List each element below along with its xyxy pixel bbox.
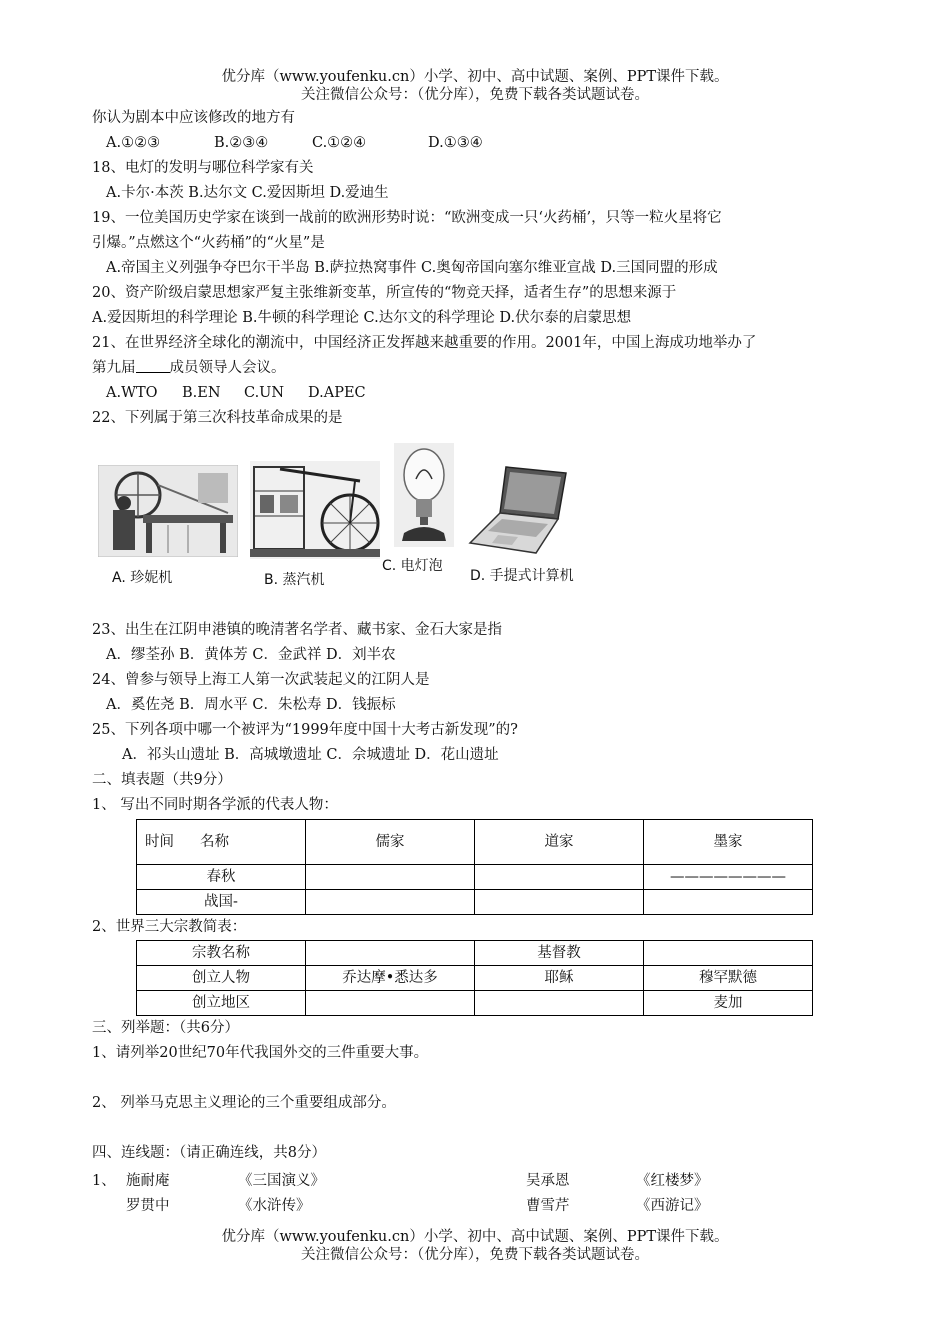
q21-option-b: B.EN: [182, 385, 221, 401]
cell-dash: ————————: [644, 865, 813, 890]
row-period-spring-autumn: 春秋: [137, 865, 306, 890]
q21-option-a: A.WTO: [106, 385, 158, 401]
steam-engine-image: [250, 461, 380, 559]
exam-content: [92, 106, 872, 1216]
cell-answer: [475, 991, 644, 1016]
q20-options: A.爱因斯坦的科学理论 B.牛顿的科学理论 C.达尔文的科学理论 D.伏尔泰的启蒙思想: [92, 310, 632, 326]
schools-table-corner: [137, 820, 306, 865]
footer-line-2: 关注微信公众号：（优分库），免费下载各类试题试卷。: [301, 1247, 649, 1263]
caption-a: A. 珍妮机: [112, 570, 173, 586]
q21-option-d: D.APEC: [308, 385, 366, 401]
q23-options: A．缪荃孙 B．黄体芳 C．金武祥 D．刘半农: [106, 647, 396, 663]
q17-option-b: B.②③④: [214, 135, 269, 151]
q22-stem: 22、下列属于第三次科技革命成果的是: [92, 410, 343, 426]
left-book-1[interactable]: 《三国演义》: [238, 1173, 325, 1189]
q22-image-options: [92, 443, 872, 618]
cell-answer: [306, 941, 475, 966]
q24-stem: 24、曾参与领导上海工人第一次武装起义的江阴人是: [92, 672, 430, 688]
section-2-q2: 2、世界三大宗教简表：: [92, 919, 247, 935]
q17-option-a: A.①②③: [106, 135, 161, 151]
q21-answer-blank: [136, 358, 170, 373]
caption-d: D. 手提式计算机: [470, 568, 574, 584]
q24-options: A．奚佐尧 B．周水平 C．朱松寿 D．钱振标: [106, 697, 396, 713]
q17-option-d: D.①③④: [428, 135, 483, 151]
row-period-warring-states: 战国-: [137, 890, 306, 915]
cell-answer: [306, 865, 475, 890]
col-header-confucian: 儒家: [306, 820, 475, 865]
right-author-2[interactable]: 曹雪芹: [526, 1198, 570, 1214]
q19-options: A.帝国主义列强争夺巴尔干半岛 B.萨拉热窝事件 C.奥匈帝国向塞尔维亚宣战 D.三国同盟的形成: [106, 260, 718, 276]
header-line-2: 关注微信公众号：（优分库），免费下载各类试题试卷。: [301, 87, 649, 103]
col-header-mohist: 墨家: [644, 820, 813, 865]
section-3-title: 三、列举题：（共6分）: [92, 1020, 239, 1036]
cell-answer: [475, 890, 644, 915]
page-footer: [0, 1228, 950, 1264]
corner-name-label: 名称: [200, 834, 229, 850]
q17-options: [92, 131, 872, 156]
laptop-image: [466, 463, 574, 557]
q23-stem: 23、出生在江阴申港镇的晚清著名学者、藏书家、金石大家是指: [92, 622, 502, 638]
cell-muhammad: 穆罕默德: [644, 966, 813, 991]
cell-jesus: 耶稣: [475, 966, 644, 991]
q17-option-c: C.①②④: [312, 135, 367, 151]
right-author-1[interactable]: 吴承恩: [526, 1173, 570, 1189]
q21-stem-prefix: 第九届: [92, 360, 136, 376]
left-author-1[interactable]: 施耐庵: [126, 1173, 170, 1189]
section-2-q1: 1、 写出不同时期各学派的代表人物：: [92, 797, 338, 813]
section-3-q1: 1、请列举20世纪70年代我国外交的三件重要大事。: [92, 1045, 429, 1061]
q21-options: [92, 381, 872, 406]
religions-table: [136, 940, 813, 1016]
q18-stem: 18、电灯的发明与哪位科学家有关: [92, 160, 314, 176]
q25-stem: 25、下列各项中哪一个被评为“1999年度中国十大考古新发现”的?: [92, 722, 518, 738]
right-book-1[interactable]: 《红楼梦》: [636, 1173, 709, 1189]
schools-table: [136, 819, 813, 915]
q20-stem: 20、资产阶级启蒙思想家严复主张维新变革，所宣传的“物竞天择，适者生存”的思想来源于: [92, 285, 677, 301]
q18-options: A.卡尔·本茨 B.达尔文 C.爱因斯坦 D.爱迪生: [106, 185, 389, 201]
cell-answer: [644, 890, 813, 915]
left-book-2[interactable]: 《水浒传》: [238, 1198, 311, 1214]
corner-time-label: 时间: [145, 834, 174, 850]
col-header-taoist: 道家: [475, 820, 644, 865]
left-author-2[interactable]: 罗贯中: [126, 1198, 170, 1214]
q21-stem-line-2: [92, 356, 872, 381]
spinning-jenny-image: [98, 465, 238, 557]
q21-stem-line-1: 21、在世界经济全球化的潮流中，中国经济正发挥越来越重要的作用。2001年，中国上海成功地举办了: [92, 335, 757, 351]
row-label-religion: 宗教名称: [137, 941, 306, 966]
cell-answer: [644, 941, 813, 966]
matching-question: [92, 1166, 872, 1216]
right-book-2[interactable]: 《西游记》: [636, 1198, 709, 1214]
caption-c: C. 电灯泡: [382, 558, 443, 574]
q25-options: A．祁头山遗址 B．高城墩遗址 C．佘城遗址 D．花山遗址: [122, 747, 499, 763]
cell-christianity: 基督教: [475, 941, 644, 966]
row-label-region: 创立地区: [137, 991, 306, 1016]
q19-stem-line-1: 19、一位美国历史学家在谈到一战前的欧洲形势时说：“欧洲变成一只‘火药桶’，只等一粒火星将它: [92, 210, 722, 226]
section-4-title: 四、连线题：（请正确连线，共8分）: [92, 1145, 326, 1161]
page-header: [0, 68, 950, 104]
cell-answer: [306, 890, 475, 915]
section-2-title: 二、填表题（共9分）: [92, 772, 232, 788]
q21-option-c: C.UN: [244, 385, 285, 401]
light-bulb-image: [394, 443, 454, 547]
cell-answer: [475, 865, 644, 890]
matching-number: 1、: [92, 1173, 116, 1189]
section-3-q2: 2、 列举马克思主义理论的三个重要组成部分。: [92, 1095, 396, 1111]
q17-stem: 你认为剧本中应该修改的地方有: [92, 110, 295, 126]
q19-stem-line-2: 引爆。”点燃这个“火药桶”的“火星”是: [92, 235, 325, 251]
caption-b: B. 蒸汽机: [264, 572, 325, 588]
q21-stem-suffix: 成员领导人会议。: [169, 360, 286, 376]
cell-answer: [306, 991, 475, 1016]
header-line-1: 优分库（www.youfenku.cn）小学、初中、高中试题、案例、PPT课件下载。: [221, 69, 729, 85]
row-label-founder: 创立人物: [137, 966, 306, 991]
cell-mecca: 麦加: [644, 991, 813, 1016]
cell-buddha: 乔达摩•悉达多: [306, 966, 475, 991]
footer-line-1: 优分库（www.youfenku.cn）小学、初中、高中试题、案例、PPT课件下载。: [221, 1229, 729, 1245]
